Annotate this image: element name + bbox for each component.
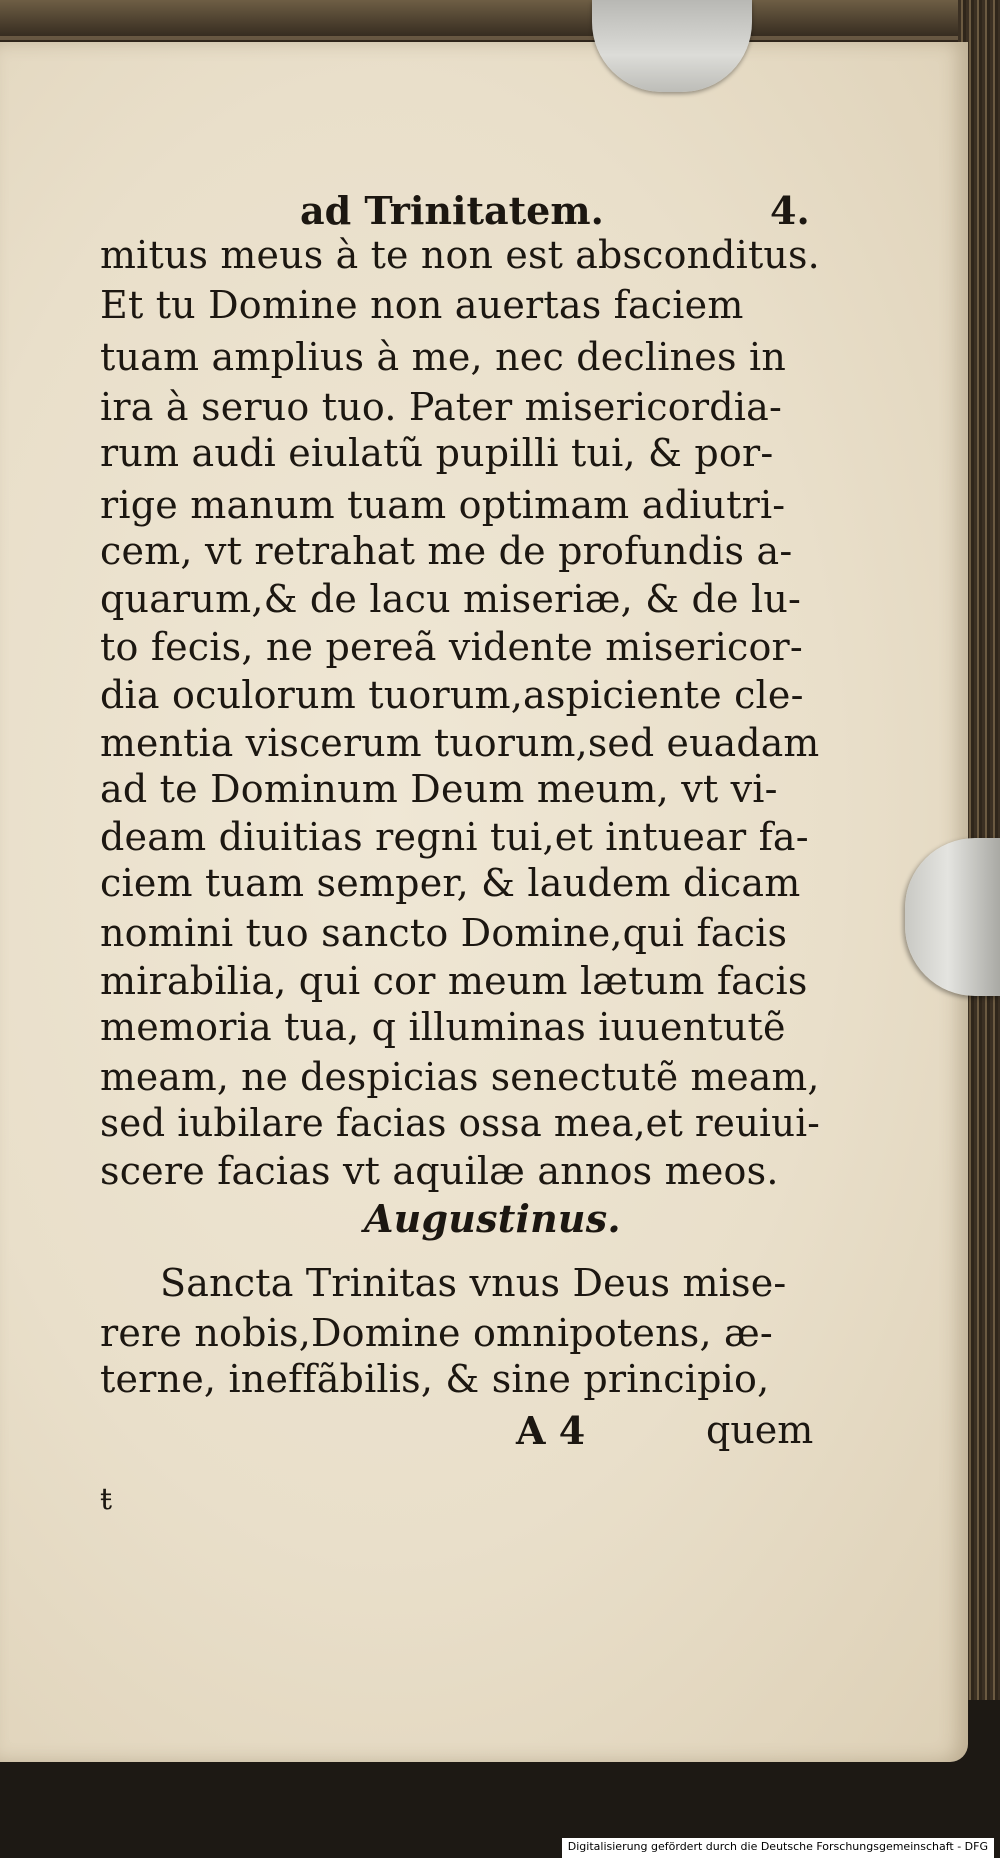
body-line: ad te Dominum Deum meum, vt vi- <box>100 767 778 811</box>
section-heading: Augustinus. <box>364 1196 621 1241</box>
body-line: to fecis, ne pereã vidente misericor- <box>100 625 803 669</box>
body-line: Et tu Domine non auertas faciem <box>100 283 744 327</box>
catchword: quem <box>706 1408 814 1452</box>
body-line: mirabilia, qui cor meum lætum facis <box>100 959 808 1003</box>
body-line: memoria tua, q illuminas iuuentutẽ <box>100 1005 786 1049</box>
section-line: rere nobis,Domine omnipotens, æ- <box>100 1311 773 1355</box>
body-line: meam, ne despicias senectutẽ meam, <box>100 1055 820 1099</box>
running-header: ad Trinitatem. <box>300 188 604 233</box>
body-line: deam diuitias regni tui,et intuear fa- <box>100 815 809 859</box>
body-line: cem, vt retrahat me de profundis a- <box>100 529 793 573</box>
body-line: ira à seruo tuo. Pater misericordia- <box>100 385 782 429</box>
body-line: sed iubilare facias ossa mea,et reuiui- <box>100 1101 820 1145</box>
section-line: Sancta Trinitas vnus Deus mise- <box>160 1261 787 1305</box>
body-line: scere facias vt aquilæ annos meos. <box>100 1149 779 1193</box>
body-line: nomini tuo sancto Domine,qui facis <box>100 911 788 955</box>
body-line: rum audi eiulatũ pupilli tui, & por- <box>100 431 774 475</box>
body-line: ciem tuam semper, & laudem dicam <box>100 861 801 905</box>
body-line: dia oculorum tuorum,aspiciente cle- <box>100 673 804 717</box>
folio-number: 4. <box>770 188 810 233</box>
section-line: terne, ineffãbilis, & sine principio, <box>100 1357 770 1401</box>
digitization-credit: Digitalisierung gefördert durch die Deutsche Forschungsgemeinschaft - DFG <box>562 1838 994 1858</box>
signature-mark: A 4 <box>516 1408 586 1453</box>
body-line: rige manum tuam optimam adiutri- <box>100 483 786 527</box>
body-line: mitus meus à te non est absconditus. <box>100 233 820 277</box>
margin-mark: ŧ <box>100 1482 113 1517</box>
body-line: tuam amplius à me, nec declines in <box>100 335 786 379</box>
body-line: quarum,& de lacu miseriæ, & de lu- <box>100 577 802 621</box>
body-line: mentia viscerum tuorum,sed euadam <box>100 721 820 765</box>
